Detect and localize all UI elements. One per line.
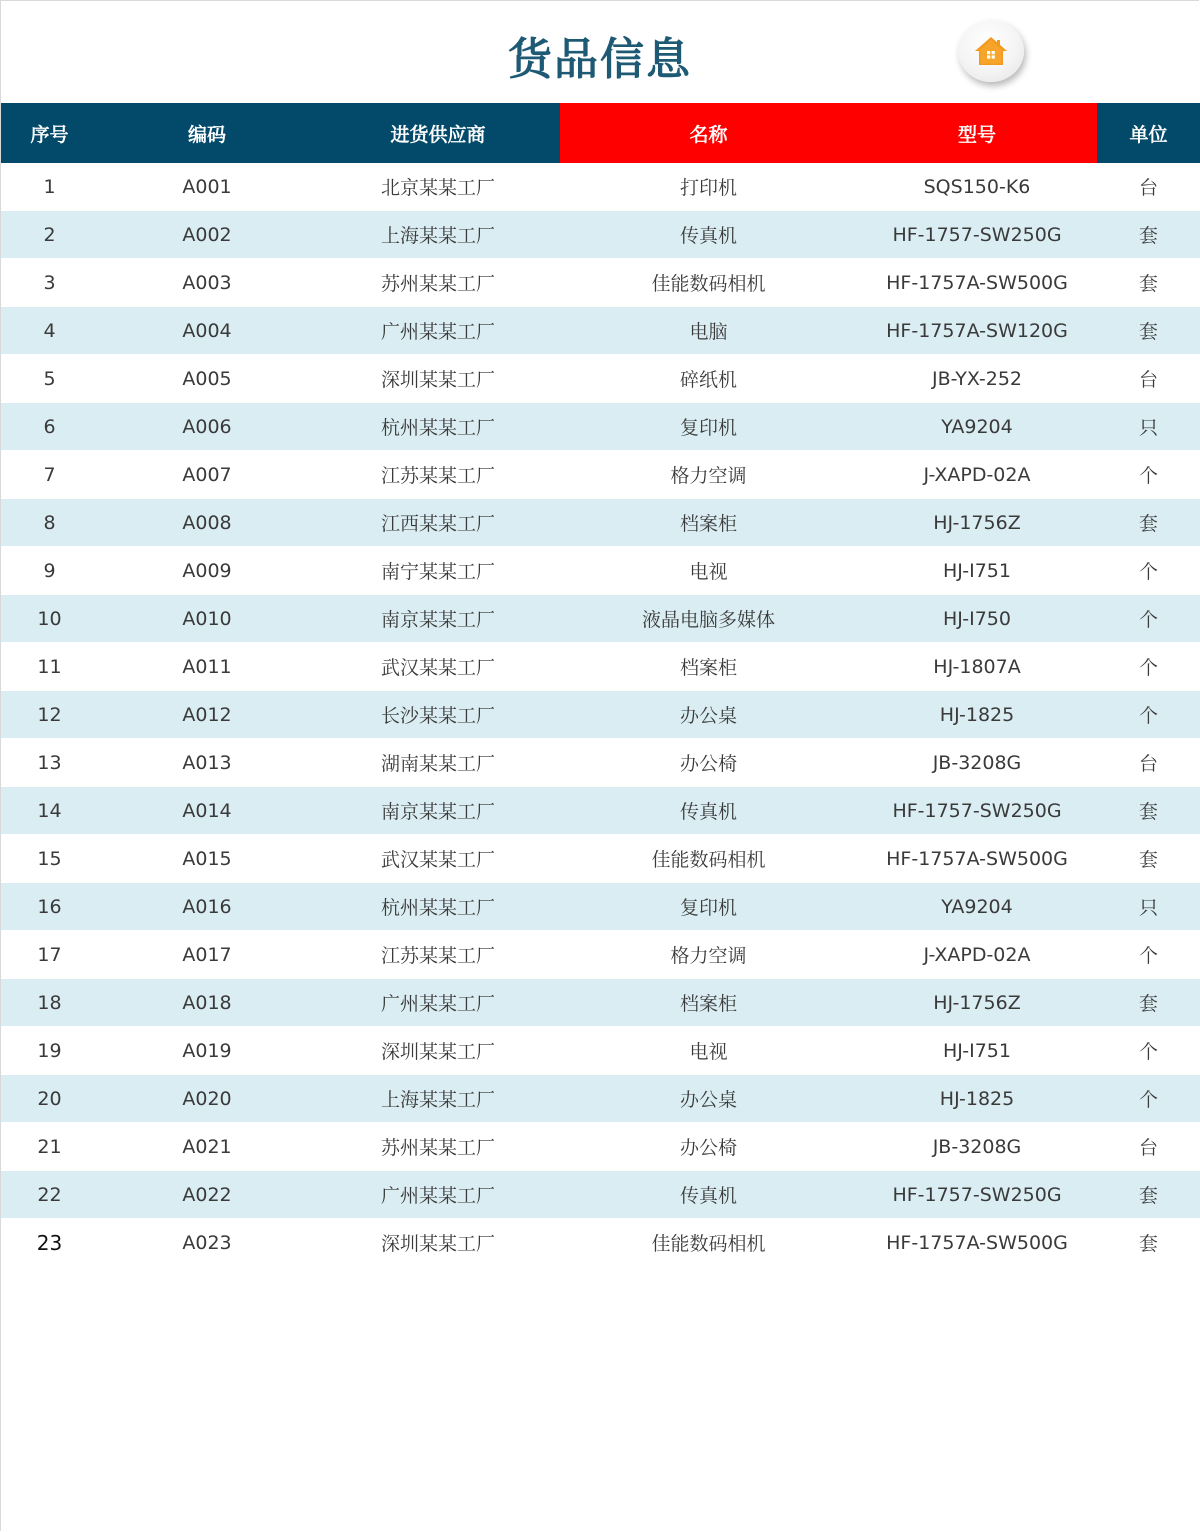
cell-supplier[interactable]: 苏州某某工厂 bbox=[316, 1123, 560, 1171]
cell-code[interactable]: A012 bbox=[98, 691, 316, 739]
cell-unit[interactable]: 个 bbox=[1097, 1027, 1200, 1075]
column-header-unit[interactable]: 单位 bbox=[1097, 103, 1200, 163]
table-row[interactable] bbox=[1, 403, 1200, 451]
cell-supplier[interactable]: 武汉某某工厂 bbox=[316, 643, 560, 691]
column-header-name[interactable]: 名称 bbox=[560, 103, 857, 163]
cell-code[interactable]: A017 bbox=[98, 931, 316, 979]
cell-supplier[interactable]: 江西某某工厂 bbox=[316, 499, 560, 547]
cell-model[interactable]: HJ-1756Z bbox=[857, 979, 1097, 1027]
cell-unit[interactable]: 套 bbox=[1097, 979, 1200, 1027]
cell-code[interactable]: A016 bbox=[98, 883, 316, 931]
cell-unit[interactable]: 套 bbox=[1097, 1219, 1200, 1267]
cell-code[interactable]: A001 bbox=[98, 163, 316, 211]
cell-code[interactable]: A019 bbox=[98, 1027, 316, 1075]
cell-name[interactable]: 档案柜 bbox=[560, 643, 857, 691]
cell-model[interactable]: YA9204 bbox=[857, 883, 1097, 931]
cell-idx[interactable]: 20 bbox=[1, 1075, 98, 1123]
cell-supplier[interactable]: 广州某某工厂 bbox=[316, 307, 560, 355]
cell-unit[interactable]: 个 bbox=[1097, 691, 1200, 739]
cell-idx[interactable]: 5 bbox=[1, 355, 98, 403]
cell-supplier[interactable]: 南京某某工厂 bbox=[316, 595, 560, 643]
table-row[interactable] bbox=[1, 643, 1200, 691]
table-header-row bbox=[1, 103, 1200, 163]
cell-model[interactable]: HJ-1825 bbox=[857, 691, 1097, 739]
table-row[interactable] bbox=[1, 595, 1200, 643]
cell-code[interactable]: A008 bbox=[98, 499, 316, 547]
cell-unit[interactable]: 个 bbox=[1097, 451, 1200, 499]
cell-code[interactable]: A002 bbox=[98, 211, 316, 259]
cell-code[interactable]: A015 bbox=[98, 835, 316, 883]
cell-supplier[interactable]: 武汉某某工厂 bbox=[316, 835, 560, 883]
cell-code[interactable]: A022 bbox=[98, 1171, 316, 1219]
table-row[interactable] bbox=[1, 307, 1200, 355]
table-row[interactable] bbox=[1, 163, 1200, 211]
table-row[interactable] bbox=[1, 1075, 1200, 1123]
cell-model[interactable]: HJ-I751 bbox=[857, 1027, 1097, 1075]
table-row[interactable] bbox=[1, 1123, 1200, 1171]
cell-idx[interactable]: 8 bbox=[1, 499, 98, 547]
cell-idx[interactable]: 23 bbox=[1, 1219, 98, 1267]
cell-code[interactable]: A005 bbox=[98, 355, 316, 403]
cell-unit[interactable]: 个 bbox=[1097, 595, 1200, 643]
cell-name[interactable]: 传真机 bbox=[560, 211, 857, 259]
cell-supplier[interactable]: 广州某某工厂 bbox=[316, 1171, 560, 1219]
cell-idx[interactable]: 21 bbox=[1, 1123, 98, 1171]
cell-name[interactable]: 液晶电脑多媒体 bbox=[560, 595, 857, 643]
cell-unit[interactable]: 套 bbox=[1097, 259, 1200, 307]
cell-supplier[interactable]: 江苏某某工厂 bbox=[316, 931, 560, 979]
column-header-supplier[interactable]: 进货供应商 bbox=[316, 103, 560, 163]
table-row[interactable] bbox=[1, 931, 1200, 979]
cell-supplier[interactable]: 深圳某某工厂 bbox=[316, 1219, 560, 1267]
cell-unit[interactable]: 台 bbox=[1097, 163, 1200, 211]
column-header-model[interactable]: 型号 bbox=[857, 103, 1097, 163]
cell-supplier[interactable]: 杭州某某工厂 bbox=[316, 403, 560, 451]
cell-unit[interactable]: 只 bbox=[1097, 403, 1200, 451]
cell-idx[interactable]: 15 bbox=[1, 835, 98, 883]
table-row[interactable] bbox=[1, 499, 1200, 547]
cell-code[interactable]: A023 bbox=[98, 1219, 316, 1267]
table-row[interactable] bbox=[1, 259, 1200, 307]
cell-supplier[interactable]: 苏州某某工厂 bbox=[316, 259, 560, 307]
cell-unit[interactable]: 套 bbox=[1097, 787, 1200, 835]
cell-supplier[interactable]: 长沙某某工厂 bbox=[316, 691, 560, 739]
table-row[interactable] bbox=[1, 211, 1200, 259]
cell-name[interactable]: 格力空调 bbox=[560, 931, 857, 979]
cell-supplier[interactable]: 上海某某工厂 bbox=[316, 211, 560, 259]
cell-model[interactable]: HF-1757-SW250G bbox=[857, 1171, 1097, 1219]
cell-supplier[interactable]: 深圳某某工厂 bbox=[316, 355, 560, 403]
cell-unit[interactable]: 只 bbox=[1097, 883, 1200, 931]
cell-model[interactable]: J-XAPD-02A bbox=[857, 451, 1097, 499]
cell-code[interactable]: A018 bbox=[98, 979, 316, 1027]
cell-model[interactable]: HJ-1825 bbox=[857, 1075, 1097, 1123]
cell-code[interactable]: A011 bbox=[98, 643, 316, 691]
cell-unit[interactable]: 套 bbox=[1097, 1171, 1200, 1219]
cell-name[interactable]: 办公椅 bbox=[560, 739, 857, 787]
cell-code[interactable]: A003 bbox=[98, 259, 316, 307]
cell-supplier[interactable]: 广州某某工厂 bbox=[316, 979, 560, 1027]
cell-name[interactable]: 打印机 bbox=[560, 163, 857, 211]
cell-unit[interactable]: 套 bbox=[1097, 499, 1200, 547]
cell-code[interactable]: A007 bbox=[98, 451, 316, 499]
cell-name[interactable]: 办公桌 bbox=[560, 691, 857, 739]
cell-model[interactable]: HF-1757A-SW500G bbox=[857, 259, 1097, 307]
cell-name[interactable]: 复印机 bbox=[560, 403, 857, 451]
cell-model[interactable]: HF-1757A-SW500G bbox=[857, 835, 1097, 883]
cell-unit[interactable]: 台 bbox=[1097, 739, 1200, 787]
table-row[interactable] bbox=[1, 835, 1200, 883]
cell-name[interactable]: 格力空调 bbox=[560, 451, 857, 499]
title-bar bbox=[1, 1, 1199, 103]
cell-unit[interactable]: 个 bbox=[1097, 1075, 1200, 1123]
cell-model[interactable]: HJ-I750 bbox=[857, 595, 1097, 643]
page-title: 货品信息 bbox=[508, 34, 692, 85]
cell-name[interactable]: 档案柜 bbox=[560, 979, 857, 1027]
cell-idx[interactable]: 9 bbox=[1, 547, 98, 595]
table-row[interactable] bbox=[1, 787, 1200, 835]
column-header-code[interactable]: 编码 bbox=[98, 103, 316, 163]
cell-name[interactable]: 电视 bbox=[560, 547, 857, 595]
cell-code[interactable]: A004 bbox=[98, 307, 316, 355]
cell-idx[interactable]: 2 bbox=[1, 211, 98, 259]
home-icon bbox=[974, 35, 1008, 67]
cell-code[interactable]: A013 bbox=[98, 739, 316, 787]
cell-name[interactable]: 档案柜 bbox=[560, 499, 857, 547]
cell-idx[interactable]: 4 bbox=[1, 307, 98, 355]
cell-model[interactable]: HF-1757A-SW120G bbox=[857, 307, 1097, 355]
table-row[interactable] bbox=[1, 1171, 1200, 1219]
cell-idx[interactable]: 1 bbox=[1, 163, 98, 211]
table-row[interactable] bbox=[1, 691, 1200, 739]
cell-supplier[interactable]: 杭州某某工厂 bbox=[316, 883, 560, 931]
cell-code[interactable]: A009 bbox=[98, 547, 316, 595]
cell-code[interactable]: A006 bbox=[98, 403, 316, 451]
cell-name[interactable]: 复印机 bbox=[560, 883, 857, 931]
cell-idx[interactable]: 18 bbox=[1, 979, 98, 1027]
cell-model[interactable]: HJ-1807A bbox=[857, 643, 1097, 691]
cell-model[interactable]: YA9204 bbox=[857, 403, 1097, 451]
table-row[interactable] bbox=[1, 355, 1200, 403]
cell-unit[interactable]: 套 bbox=[1097, 307, 1200, 355]
cell-code[interactable]: A021 bbox=[98, 1123, 316, 1171]
table-row[interactable] bbox=[1, 979, 1200, 1027]
table-row[interactable] bbox=[1, 1027, 1200, 1075]
cell-idx[interactable]: 7 bbox=[1, 451, 98, 499]
cell-idx[interactable]: 14 bbox=[1, 787, 98, 835]
cell-idx[interactable]: 22 bbox=[1, 1171, 98, 1219]
table-row[interactable] bbox=[1, 739, 1200, 787]
cell-idx[interactable]: 11 bbox=[1, 643, 98, 691]
goods-table bbox=[1, 103, 1200, 1267]
cell-idx[interactable]: 3 bbox=[1, 259, 98, 307]
cell-supplier[interactable]: 湖南某某工厂 bbox=[316, 739, 560, 787]
cell-idx[interactable]: 12 bbox=[1, 691, 98, 739]
cell-supplier[interactable]: 深圳某某工厂 bbox=[316, 1027, 560, 1075]
cell-unit[interactable]: 套 bbox=[1097, 835, 1200, 883]
cell-model[interactable]: JB-3208G bbox=[857, 1123, 1097, 1171]
cell-model[interactable]: JB-3208G bbox=[857, 739, 1097, 787]
column-header-idx[interactable]: 序号 bbox=[1, 103, 98, 163]
cell-idx[interactable]: 6 bbox=[1, 403, 98, 451]
cell-supplier[interactable]: 南京某某工厂 bbox=[316, 787, 560, 835]
cell-name[interactable]: 电视 bbox=[560, 1027, 857, 1075]
cell-idx[interactable]: 19 bbox=[1, 1027, 98, 1075]
cell-model[interactable]: HF-1757A-SW500G bbox=[857, 1219, 1097, 1267]
cell-unit[interactable]: 个 bbox=[1097, 643, 1200, 691]
cell-model[interactable]: SQS150-K6 bbox=[857, 163, 1097, 211]
cell-idx[interactable]: 13 bbox=[1, 739, 98, 787]
table-row[interactable] bbox=[1, 1219, 1200, 1267]
table-body bbox=[1, 163, 1200, 1267]
cell-unit[interactable]: 个 bbox=[1097, 931, 1200, 979]
cell-name[interactable]: 佳能数码相机 bbox=[560, 835, 857, 883]
cell-unit[interactable]: 套 bbox=[1097, 211, 1200, 259]
cell-idx[interactable]: 16 bbox=[1, 883, 98, 931]
cell-code[interactable]: A020 bbox=[98, 1075, 316, 1123]
cell-idx[interactable]: 17 bbox=[1, 931, 98, 979]
cell-supplier[interactable]: 北京某某工厂 bbox=[316, 163, 560, 211]
cell-model[interactable]: JB-YX-252 bbox=[857, 355, 1097, 403]
cell-unit[interactable]: 台 bbox=[1097, 1123, 1200, 1171]
cell-model[interactable]: HJ-1756Z bbox=[857, 499, 1097, 547]
table-row[interactable] bbox=[1, 547, 1200, 595]
cell-name[interactable]: 佳能数码相机 bbox=[560, 259, 857, 307]
cell-code[interactable]: A014 bbox=[98, 787, 316, 835]
cell-model[interactable]: HF-1757-SW250G bbox=[857, 211, 1097, 259]
cell-unit[interactable]: 台 bbox=[1097, 355, 1200, 403]
cell-code[interactable]: A010 bbox=[98, 595, 316, 643]
cell-idx[interactable]: 10 bbox=[1, 595, 98, 643]
table-row[interactable] bbox=[1, 883, 1200, 931]
cell-model[interactable]: HJ-I751 bbox=[857, 547, 1097, 595]
home-button[interactable] bbox=[958, 20, 1024, 82]
cell-name[interactable]: 传真机 bbox=[560, 1171, 857, 1219]
cell-supplier[interactable]: 江苏某某工厂 bbox=[316, 451, 560, 499]
cell-unit[interactable]: 个 bbox=[1097, 547, 1200, 595]
cell-name[interactable]: 佳能数码相机 bbox=[560, 1219, 857, 1267]
cell-name[interactable]: 办公桌 bbox=[560, 1075, 857, 1123]
table-row[interactable] bbox=[1, 451, 1200, 499]
cell-name[interactable]: 传真机 bbox=[560, 787, 857, 835]
cell-supplier[interactable]: 上海某某工厂 bbox=[316, 1075, 560, 1123]
cell-name[interactable]: 碎纸机 bbox=[560, 355, 857, 403]
cell-name[interactable]: 电脑 bbox=[560, 307, 857, 355]
cell-model[interactable]: J-XAPD-02A bbox=[857, 931, 1097, 979]
cell-name[interactable]: 办公椅 bbox=[560, 1123, 857, 1171]
cell-supplier[interactable]: 南宁某某工厂 bbox=[316, 547, 560, 595]
cell-model[interactable]: HF-1757-SW250G bbox=[857, 787, 1097, 835]
